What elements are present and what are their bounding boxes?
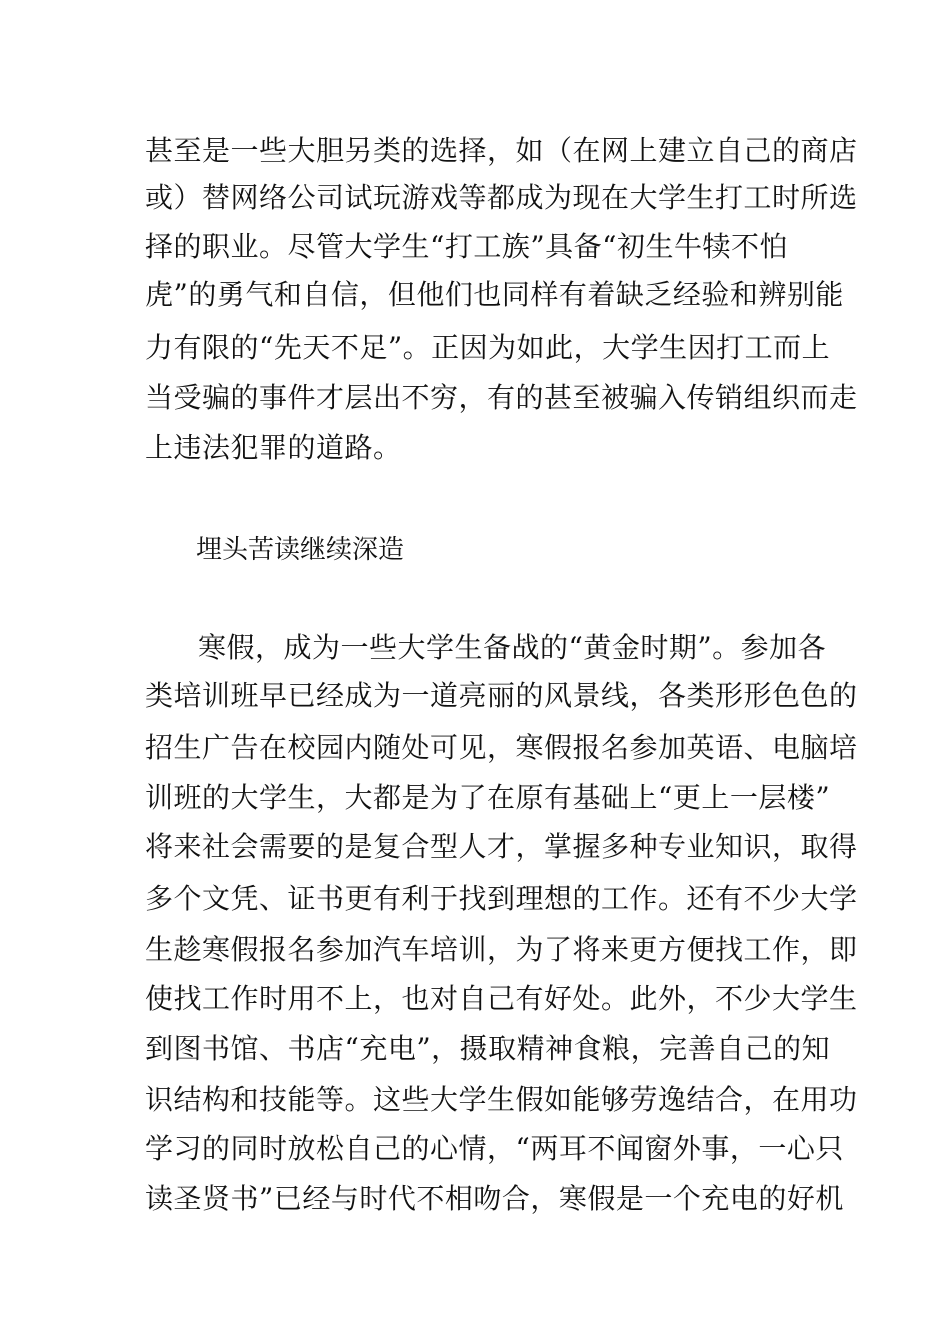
paragraph-line: 或）替网络公司试玩游戏等都成为现在大学生打工时所选 xyxy=(145,181,858,214)
paragraph-line: 当受骗的事件才层出不穷，有的甚至被骗入传销组织而走 xyxy=(145,381,858,414)
paragraph-line: 识结构和技能等。这些大学生假如能够劳逸结合，在用功 xyxy=(145,1083,858,1116)
paragraph-line: 招生广告在校园内随处可见，寒假报名参加英语、电脑培 xyxy=(145,731,858,764)
paragraph-line: 类培训班早已经成为一道亮丽的风景线，各类形形色色的 xyxy=(145,679,858,712)
paragraph-line: 上违法犯罪的道路。 xyxy=(145,431,402,464)
paragraph-line: 使找工作时用不上，也对自己有好处。此外，不少大学生 xyxy=(145,982,858,1015)
paragraph-line: 甚至是一些大胆另类的选择，如（在网上建立自己的商店 xyxy=(145,134,858,167)
paragraph-line: 读圣贤书”已经与时代不相吻合，寒假是一个充电的好机 xyxy=(145,1182,844,1215)
paragraph-line: 寒假，成为一些大学生备战的“黄金时期”。参加各 xyxy=(198,631,827,664)
paragraph-line: 生趁寒假报名参加汽车培训，为了将来更方便找工作，即 xyxy=(145,933,858,966)
section-heading: 埋头苦读继续深造 xyxy=(196,535,405,565)
paragraph-line: 训班的大学生，大都是为了在原有基础上“更上一层楼” xyxy=(145,781,831,814)
paragraph-line: 学习的同时放松自己的心情，“两耳不闻窗外事，一心只 xyxy=(145,1132,844,1165)
paragraph-line: 择的职业。尽管大学生“打工族”具备“初生牛犊不怕 xyxy=(145,230,788,263)
paragraph-line: 多个文凭、证书更有利于找到理想的工作。还有不少大学 xyxy=(145,882,858,915)
paragraph-line: 虎”的勇气和自信，但他们也同样有着缺乏经验和辨别能 xyxy=(145,278,844,311)
paragraph-line: 力有限的“先天不足”。正因为如此，大学生因打工而上 xyxy=(145,331,831,364)
paragraph-line: 到图书馆、书店“充电”，摄取精神食粮，完善自己的知 xyxy=(145,1032,831,1065)
paragraph-line: 将来社会需要的是复合型人才，掌握多种专业知识，取得 xyxy=(145,830,858,863)
